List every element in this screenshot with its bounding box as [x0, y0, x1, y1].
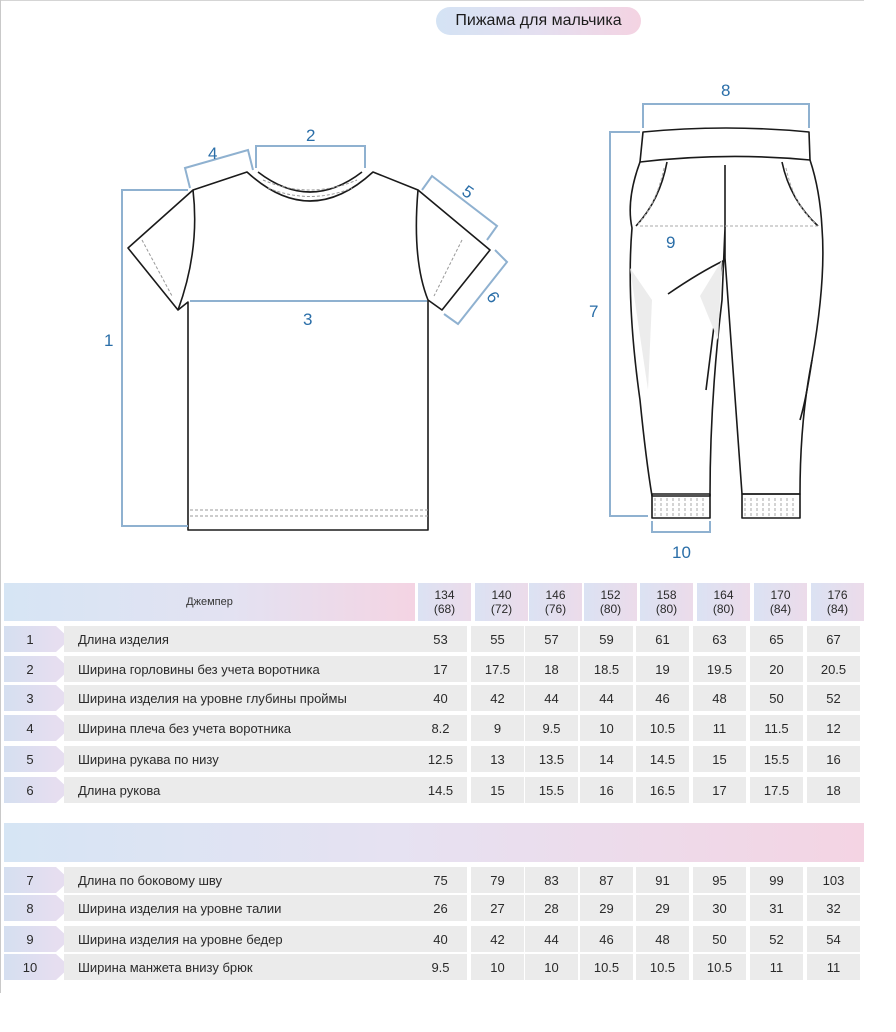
- table-cell: 44: [525, 685, 578, 711]
- dim-label-8: 8: [721, 81, 731, 100]
- table-cell: 32: [807, 895, 860, 921]
- table-cell: 9: [471, 715, 524, 741]
- table-cell: 10: [471, 954, 524, 980]
- row-number: 4: [4, 715, 56, 741]
- table-cell: 30: [693, 895, 746, 921]
- dim-label-9: 9: [666, 233, 676, 252]
- dim-line-1: [122, 190, 188, 526]
- table-cell: 65: [750, 626, 803, 652]
- table-cell: 44: [525, 926, 578, 952]
- table-cell: 54: [807, 926, 860, 952]
- row-number: 7: [4, 867, 56, 893]
- pants-waistband: [640, 128, 810, 162]
- table-cell: 9.5: [414, 954, 467, 980]
- dim-line-5: [422, 176, 497, 240]
- row-number: 6: [4, 777, 56, 803]
- table-cell: 15: [471, 777, 524, 803]
- table-cell: 13: [471, 746, 524, 772]
- table-cell: 19.5: [693, 656, 746, 682]
- dim-label-7: 7: [589, 302, 599, 321]
- table-cell: 10: [580, 715, 633, 741]
- dim-line-8: [643, 104, 809, 128]
- table-cell: 48: [636, 926, 689, 952]
- jumper-table-header: [4, 583, 864, 621]
- row-name: Ширина изделия на уровне талии: [64, 895, 417, 921]
- size-sub-value: (72): [490, 602, 513, 616]
- table-cell: 103: [807, 867, 860, 893]
- table-cell: 59: [580, 626, 633, 652]
- table-cell: 11: [807, 954, 860, 980]
- table-cell: 17.5: [471, 656, 524, 682]
- table-cell: 11: [750, 954, 803, 980]
- table-cell: 55: [471, 626, 524, 652]
- row-number: 5: [4, 746, 56, 772]
- size-column-header: [811, 583, 864, 621]
- row-name: Длина изделия: [64, 626, 417, 652]
- jumper-header-label: Джемпер: [4, 583, 415, 621]
- table-cell: 53: [414, 626, 467, 652]
- table-row: [4, 746, 864, 772]
- table-cell: 17: [414, 656, 467, 682]
- table-row: [4, 656, 864, 682]
- table-cell: 91: [636, 867, 689, 893]
- table-cell: 15.5: [750, 746, 803, 772]
- table-cell: 95: [693, 867, 746, 893]
- size-column-header: [529, 583, 582, 621]
- size-sub-value: (84): [769, 602, 792, 616]
- table-row: [4, 926, 864, 952]
- size-column-header: [754, 583, 807, 621]
- table-cell: 27: [471, 895, 524, 921]
- row-name: Ширина рукава по низу: [64, 746, 417, 772]
- size-sub-value: (80): [655, 602, 678, 616]
- size-column-header: [584, 583, 637, 621]
- table-cell: 14.5: [636, 746, 689, 772]
- table-cell: 67: [807, 626, 860, 652]
- table-cell: 11: [693, 715, 746, 741]
- page-title: Пижама для мальчика: [436, 7, 641, 35]
- size-column-header: [475, 583, 528, 621]
- dim-line-10: [652, 521, 710, 532]
- dim-label-1: 1: [104, 331, 114, 350]
- table-cell: 83: [525, 867, 578, 893]
- dim-label-4: 4: [208, 144, 218, 163]
- table-cell: 99: [750, 867, 803, 893]
- table-cell: 29: [580, 895, 633, 921]
- size-value: 140: [491, 588, 512, 602]
- table-cell: 20: [750, 656, 803, 682]
- table-row: [4, 777, 864, 803]
- size-value: 170: [770, 588, 791, 602]
- dim-label-2: 2: [306, 126, 316, 145]
- table-cell: 79: [471, 867, 524, 893]
- size-value: 134: [434, 588, 455, 602]
- table-cell: 13.5: [525, 746, 578, 772]
- dim-line-4: [185, 150, 253, 188]
- table-cell: 15: [693, 746, 746, 772]
- size-value: 176: [827, 588, 848, 602]
- row-number: 10: [4, 954, 56, 980]
- table-cell: 28: [525, 895, 578, 921]
- size-column-header: [418, 583, 471, 621]
- table-cell: 48: [693, 685, 746, 711]
- table-cell: 18.5: [580, 656, 633, 682]
- table-cell: 17.5: [750, 777, 803, 803]
- table-cell: 20.5: [807, 656, 860, 682]
- table-cell: 52: [750, 926, 803, 952]
- table-cell: 12.5: [414, 746, 467, 772]
- row-number: 9: [4, 926, 56, 952]
- table-row: [4, 895, 864, 921]
- table-cell: 26: [414, 895, 467, 921]
- size-value: 146: [545, 588, 566, 602]
- table-row: [4, 685, 864, 711]
- table-cell: 10.5: [693, 954, 746, 980]
- table-cell: 75: [414, 867, 467, 893]
- table-cell: 19: [636, 656, 689, 682]
- dim-label-10: 10: [672, 543, 691, 562]
- size-value: 158: [656, 588, 677, 602]
- table-cell: 46: [636, 685, 689, 711]
- size-value: 152: [600, 588, 621, 602]
- table-cell: 29: [636, 895, 689, 921]
- size-sub-value: (68): [433, 602, 456, 616]
- table-cell: 50: [750, 685, 803, 711]
- table-cell: 16: [807, 746, 860, 772]
- table-cell: 10.5: [580, 954, 633, 980]
- table-cell: 18: [525, 656, 578, 682]
- row-number: 2: [4, 656, 56, 682]
- size-sub-value: (76): [544, 602, 567, 616]
- dim-label-3: 3: [303, 310, 313, 329]
- table-cell: 10: [525, 954, 578, 980]
- table-cell: 44: [580, 685, 633, 711]
- row-number: 8: [4, 895, 56, 921]
- table-cell: 12: [807, 715, 860, 741]
- table-cell: 15.5: [525, 777, 578, 803]
- table-cell: 63: [693, 626, 746, 652]
- table-cell: 52: [807, 685, 860, 711]
- table-cell: 50: [693, 926, 746, 952]
- size-sub-value: (80): [712, 602, 735, 616]
- table-cell: 14: [580, 746, 633, 772]
- row-name: Ширина изделия на уровне глубины проймы: [64, 685, 417, 711]
- tshirt-outline: [128, 172, 428, 530]
- table-cell: 14.5: [414, 777, 467, 803]
- table-cell: 9.5: [525, 715, 578, 741]
- row-name: Ширина манжета внизу брюк: [64, 954, 417, 980]
- table-cell: 8.2: [414, 715, 467, 741]
- row-name: Ширина плеча без учета воротника: [64, 715, 417, 741]
- row-name: Длина рукова: [64, 777, 417, 803]
- row-name: Ширина изделия на уровне бедер: [64, 926, 417, 952]
- size-value: 164: [713, 588, 734, 602]
- dim-label-6: 6: [482, 287, 504, 307]
- dim-line-2: [256, 146, 365, 168]
- tshirt-sleeve-right: [418, 190, 490, 310]
- table-cell: 11.5: [750, 715, 803, 741]
- table-row: [4, 867, 864, 893]
- tshirt-collar-inner: [258, 172, 362, 192]
- size-sub-value: (80): [599, 602, 622, 616]
- table-cell: 46: [580, 926, 633, 952]
- table-row: [4, 626, 864, 652]
- table-cell: 42: [471, 685, 524, 711]
- table-cell: 40: [414, 926, 467, 952]
- table-row: [4, 954, 864, 980]
- table-cell: 16.5: [636, 777, 689, 803]
- table-cell: 10.5: [636, 954, 689, 980]
- table-cell: 57: [525, 626, 578, 652]
- table-row: [4, 715, 864, 741]
- table-cell: 42: [471, 926, 524, 952]
- pants-outline: [630, 160, 823, 496]
- table-cell: 61: [636, 626, 689, 652]
- table-cell: 10.5: [636, 715, 689, 741]
- size-column-header: [640, 583, 693, 621]
- size-column-header: [697, 583, 750, 621]
- table-cell: 40: [414, 685, 467, 711]
- row-number: 3: [4, 685, 56, 711]
- row-name: Длина по боковому шву: [64, 867, 417, 893]
- table-cell: 16: [580, 777, 633, 803]
- pants-table-band: [4, 823, 864, 862]
- size-sub-value: (84): [826, 602, 849, 616]
- table-cell: 17: [693, 777, 746, 803]
- row-name: Ширина горловины без учета воротника: [64, 656, 417, 682]
- table-cell: 18: [807, 777, 860, 803]
- dim-label-5: 5: [458, 181, 478, 203]
- table-cell: 87: [580, 867, 633, 893]
- table-cell: 31: [750, 895, 803, 921]
- row-number: 1: [4, 626, 56, 652]
- tshirt-sleeve-left-seam: [178, 190, 195, 310]
